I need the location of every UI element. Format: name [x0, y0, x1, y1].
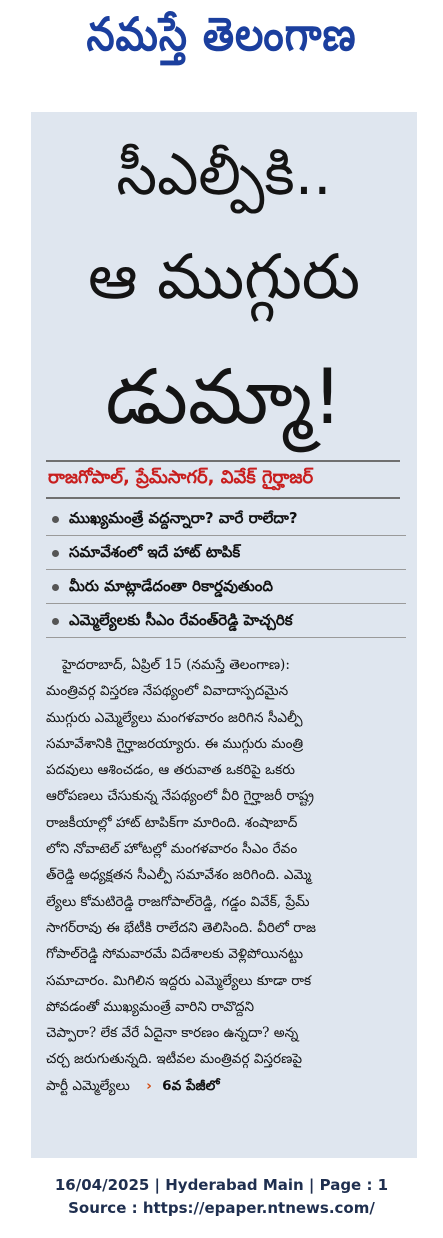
bullet-list [46, 504, 406, 640]
bullet-item [46, 606, 406, 638]
bullet-item [46, 538, 406, 570]
bullet-item [46, 572, 406, 604]
masthead-title: నమస్తే తెలంగాణ [86, 8, 357, 62]
article-line: పార్టీ ఎమ్మెల్యేలు [46, 1077, 130, 1094]
article-line: మంత్రివర్గ విస్తరణ నేపథ్యంలో వివాదాస్పదమైన [46, 683, 289, 700]
article-line: లోని నోవాటెల్ హోటల్లో మంగళవారం సీఎం రేవం [46, 841, 298, 858]
headline-line-2: ఆ ముగ్గురు [87, 240, 361, 313]
bullet-text: మీరు మాట్లాడేదంతా రికార్డవుతుంది [69, 576, 273, 595]
article-panel [31, 112, 417, 1158]
divider-bottom [46, 497, 400, 499]
bullet-text: సమావేశంలో ఇదే హాట్ టాపిక్ [69, 542, 241, 561]
article-line: చెప్పారా? లేక వేరే ఏదైనా కారణం ఉన్నదా? అన్న [46, 1025, 299, 1042]
bullet-dot-icon [52, 550, 59, 557]
headline-line-1: సీఎల్పీకి.. [116, 140, 332, 208]
article-line: సాగర్‌రావు ఈ భేటీకి రాలేదని తెలిసింది. వీరిలో రాజ [46, 919, 316, 936]
article-line: సమాచారం. మిగిలిన ఇద్దరు ఎమ్మెల్యేలు కూడా రాక [46, 972, 312, 989]
headline-line-3: డుమ్మా! [105, 352, 343, 441]
article-line: సమావేశానికి గైర్హాజరయ్యారు. ఈ ముగ్గురు మంత్రి [46, 735, 304, 752]
article-line: చర్చ జరుగుతున్నది. ఇటీవల మంత్రివర్గ విస్తరణపై [46, 1051, 302, 1068]
footer-source[interactable]: Source : https://epaper.ntnews.com/ [68, 1199, 375, 1217]
bullet-text: ఎమ్మెల్యేలకు సీఎం రేవంత్‌రెడ్డి హెచ్చరిక [69, 610, 293, 629]
article-line: ల్యేలు కోమటిరెడ్డి రాజగోపాల్‌రెడ్డి, గడ్డం వివేక్, ప్రేమ్ [46, 893, 310, 910]
bullet-dot-icon [52, 516, 59, 523]
names-subheading: రాజగోపాల్, ప్రేమ్‌సాగర్, వివేక్ గైర్హాజర్ [48, 467, 314, 488]
article-last-row [46, 1073, 404, 1099]
masthead [0, 0, 443, 82]
article-line: త్‌రెడ్డి అధ్యక్షతన సీఎల్పీ సమావేశం జరిగింది. ఎమ్మె [46, 867, 312, 884]
article-line: హైదరాబాద్, ఏప్రిల్ 15 (నమస్తే తెలంగాణ): [62, 657, 290, 673]
bullet-text: ముఖ్యమంత్రే వద్దన్నారా? వారే రాలేదా? [69, 508, 298, 527]
divider-top [46, 460, 400, 462]
bullet-dot-icon [52, 618, 59, 625]
footer-date-edition: 16/04/2025 | Hyderabad Main | Page : 1 [54, 1176, 389, 1194]
bullet-dot-icon [52, 584, 59, 591]
article-line: గోపాల్‌రెడ్డి సోమవారమే విదేశాలకు వెళ్లిపోయినట్టు [46, 946, 304, 963]
bullet-item [46, 504, 406, 536]
continue-arrow-icon: › [146, 1077, 152, 1094]
article-body [46, 652, 404, 1099]
article-line: ఆరోపణలు చేసుకున్న నేపథ్యంలో వీరి గైర్హాజరీ రాష్ట్ర [46, 788, 314, 805]
article-line: ముగ్గురు ఎమ్మెల్యేలు మంగళవారం జరిగిన సీఎల్పీ [46, 709, 303, 726]
article-line: రాజకీయాల్లో హాట్ టాపిక్‌గా మారింది. శంషాబాద్ [46, 814, 298, 831]
article-line: పోవడంతో ముఖ్యమంత్రే వారిని రావొద్దని [46, 998, 255, 1015]
continuation-link[interactable]: 6వ పేజీలో [162, 1077, 220, 1094]
article-line: పదవులు ఆశించడం, ఆ తరువాత ఒకరిపై ఒకరు [46, 762, 295, 779]
